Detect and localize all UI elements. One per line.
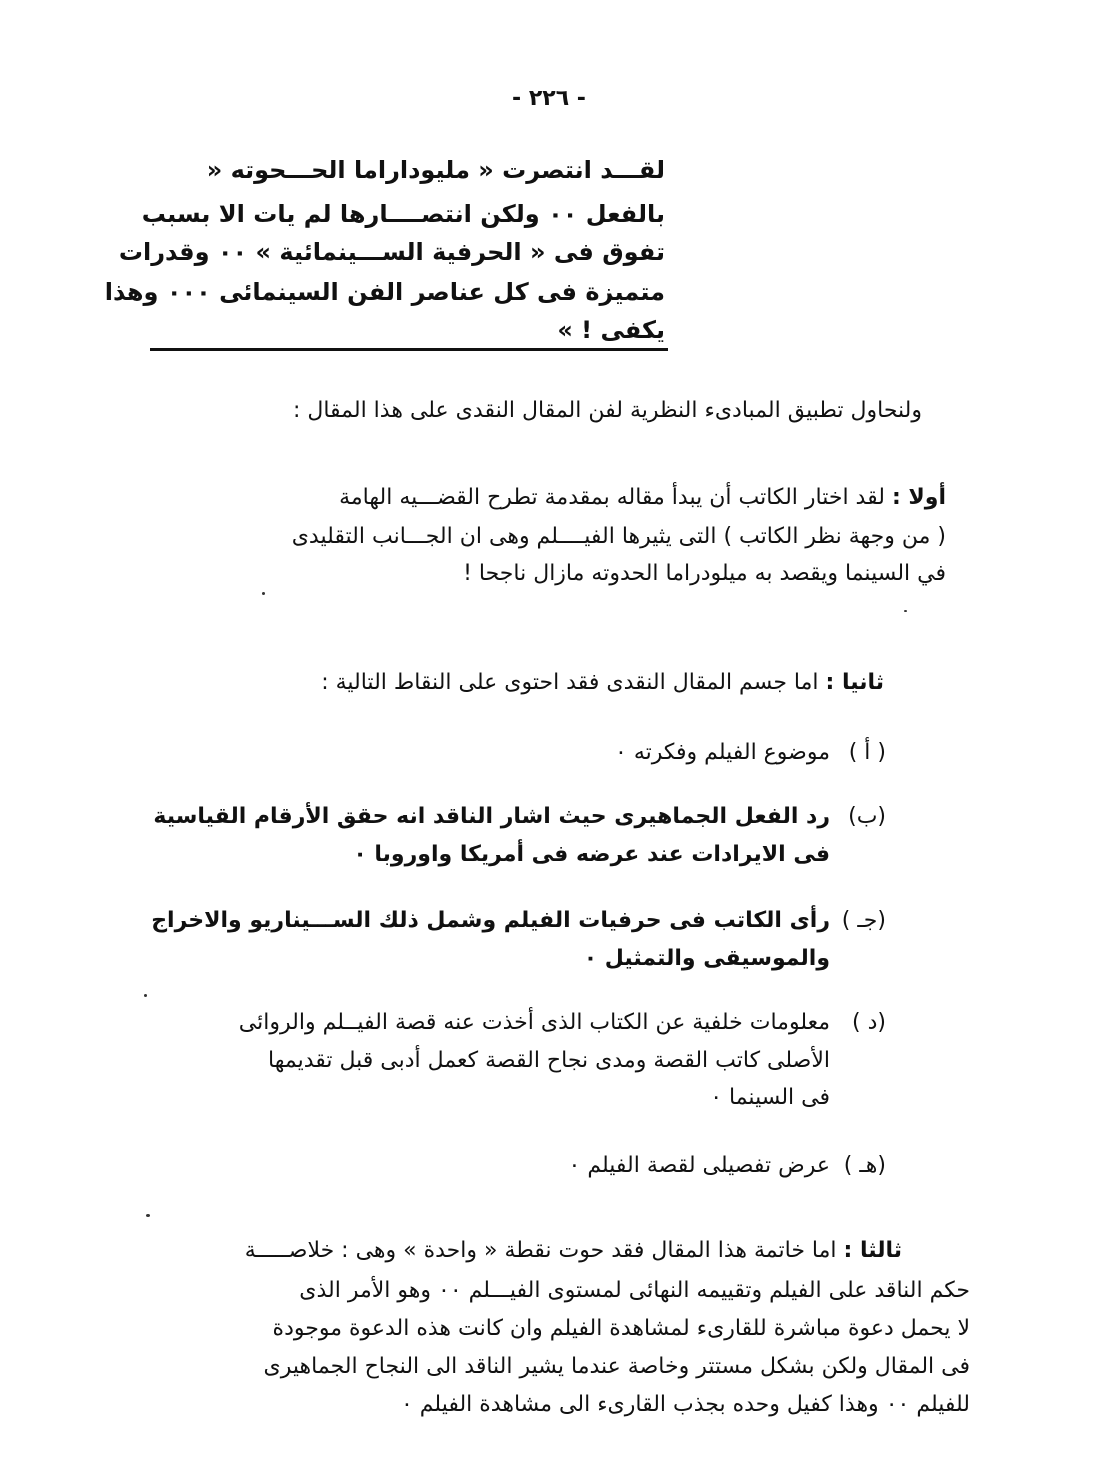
scan-speck [146, 1214, 150, 1217]
third-lead: ثالثا : [843, 1238, 902, 1263]
third-text: اما خاتمة هذا المقال فقد حوت نقطة « واحدة » وهى : خلاصـــــة [244, 1238, 837, 1263]
point-text: فى الايرادات عند عرضه فى أمريكا واوروبا ٠ [353, 842, 830, 867]
first-line-3: في السينما ويقصد به ميلودراما الحدوته مازال ناجحا ! [463, 561, 946, 586]
quote-line: بالفعل ٠٠ ولكن انتصــــارها لم يات الا بسبب [141, 200, 665, 228]
second-line [321, 672, 884, 694]
point-marker: ( أ ) [848, 740, 886, 765]
point-marker: (هـ ) [843, 1153, 886, 1178]
point-marker: (ب) [848, 804, 886, 829]
scan-speck [904, 610, 907, 612]
quote-divider [150, 348, 668, 351]
quote-line: يكفى ! » [557, 316, 665, 344]
third-line-1 [245, 1240, 902, 1262]
point-marker: (جـ ) [841, 908, 886, 933]
third-line-5: للفيلم ٠٠ وهذا كفيل وحده بجذب القارىء الى مشاهدة الفيلم ٠ [400, 1392, 970, 1417]
point-text: الأصلى كاتب القصة ومدى نجاح القصة كعمل أدبى قبل تقديمها [268, 1048, 830, 1073]
quote-line: تفوق فى « الحرفية الســـينمائية » ٠٠ وقدرات [118, 238, 665, 266]
quote-line: متميزة فى كل عناصر الفن السينمائى ٠٠٠ وهذا [104, 278, 665, 306]
point-text: رد الفعل الجماهيرى حيث اشار الناقد انه حقق الأرقام القياسية [153, 804, 830, 829]
third-line-4: فى المقال ولكن بشكل مستتر وخاصة عندما يشير الناقد الى النجاح الجماهيرى [263, 1354, 970, 1379]
intro-paragraph: ولنحاول تطبيق المبادىء النظرية لفن المقال النقدى على هذا المقال : [292, 398, 922, 423]
point-text: موضوع الفيلم وفكرته ٠ [615, 740, 830, 765]
first-line-2: ( من وجهة نظر الكاتب ) التى يثيرها الفيــــلم وهى ان الجـــانب التقليدى [291, 524, 946, 549]
point-marker: (د ) [852, 1010, 886, 1035]
page-number: - ٢٢٦ - [512, 86, 586, 111]
quote-line: لقـــد انتصرت « مليوداراما الحـــحوته « [206, 156, 665, 184]
scan-speck [262, 592, 265, 595]
first-lead: أولا : [891, 485, 946, 510]
third-line-3: لا يحمل دعوة مباشرة للقارىء لمشاهدة الفيلم وان كانت هذه الدعوة موجودة [272, 1316, 970, 1341]
second-text: اما جسم المقال النقدى فقد احتوى على النقاط التالية : [321, 670, 819, 695]
point-text: فى السينما ٠ [710, 1085, 830, 1110]
point-text: معلومات خلفية عن الكتاب الذى أخذت عنه قصة الفيــلم والروائى [238, 1010, 830, 1035]
point-text: والموسيقى والتمثيل ٠ [583, 946, 830, 971]
scan-speck [144, 994, 147, 997]
second-lead: ثانيا : [825, 670, 884, 695]
point-text: عرض تفصيلى لقصة الفيلم ٠ [568, 1153, 830, 1178]
point-text: رأى الكاتب فى حرفيات الفيلم وشمل ذلك الســـيناريو والاخراج [151, 908, 830, 933]
third-line-2: حكم الناقد على الفيلم وتقييمه النهائى لمستوى الفيـــلم ٠٠ وهو الأمر الذى [299, 1278, 970, 1303]
first-text: لقد اختار الكاتب أن يبدأ مقاله بمقدمة تطرح القضـــيه الهامة [339, 485, 885, 510]
first-line-1 [339, 487, 946, 509]
